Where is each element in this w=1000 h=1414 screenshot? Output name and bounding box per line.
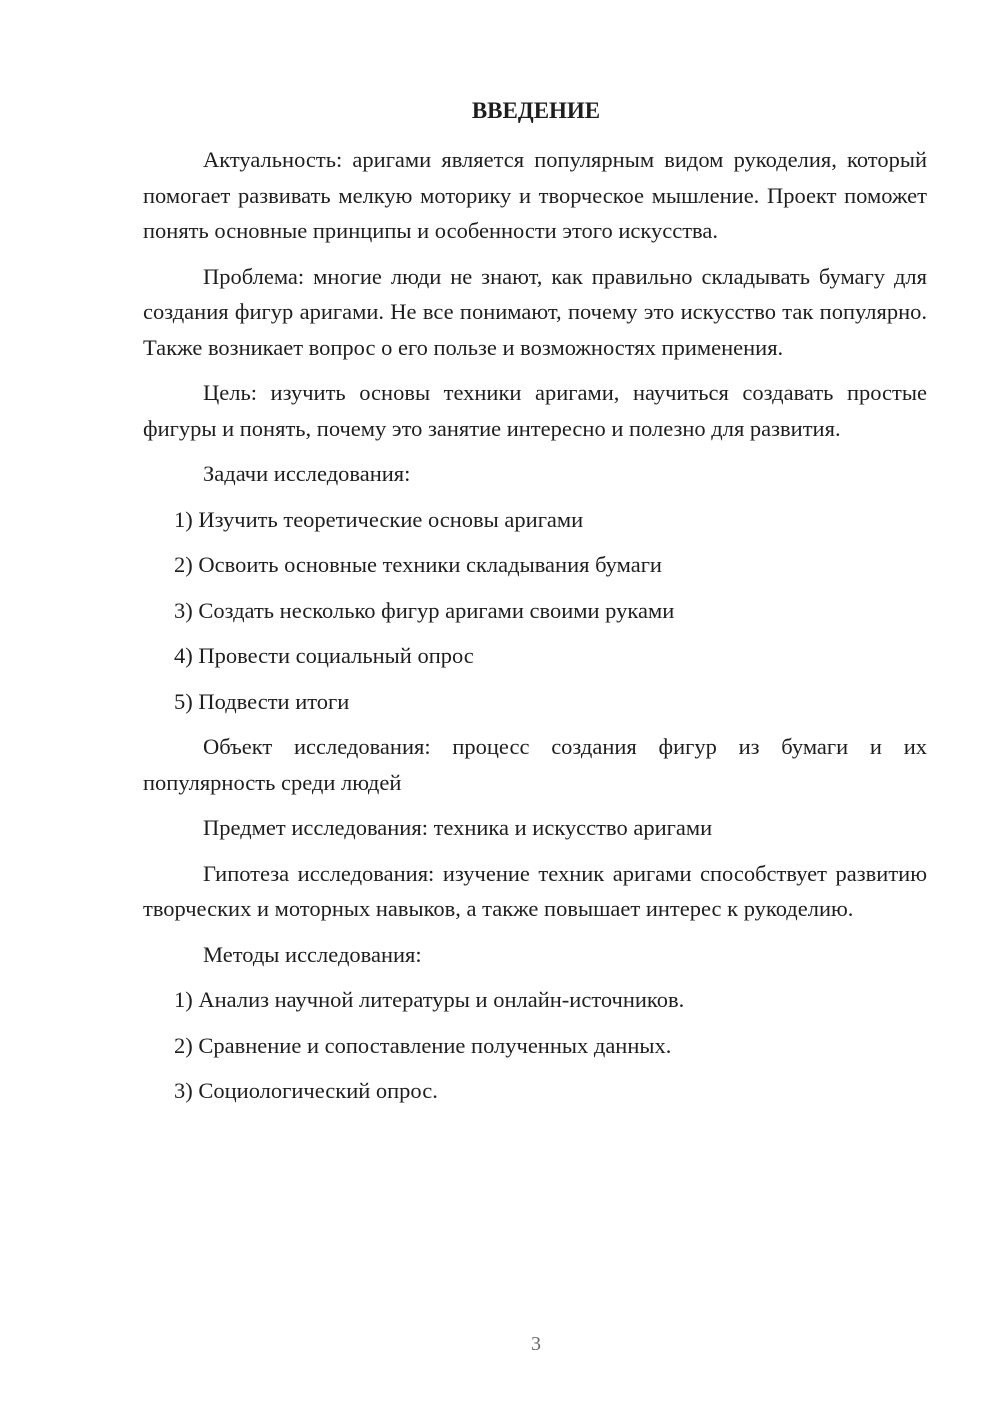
goal-paragraph: Цель: изучить основы техники аригами, научиться создавать простые фигуры и понять, почему это занятие интересно и полезно для развития. bbox=[143, 380, 927, 441]
hypothesis-paragraph: Гипотеза исследования: изучение техник аригами способствует развитию творческих и моторных навыков, а также повышает интерес к рукоделию. bbox=[143, 860, 927, 921]
tasks-label: Задачи исследования: bbox=[203, 461, 411, 486]
methods-label: Методы исследования: bbox=[203, 941, 422, 967]
object-paragraph: Объект исследования: процесс создания фигур из бумаги и их популярность среди людей bbox=[143, 734, 927, 795]
document-body bbox=[143, 142, 927, 1119]
task-item: 4) Провести социальный опрос bbox=[174, 643, 474, 668]
method-item: 2) Сравнение и сопоставление полученных данных. bbox=[174, 1032, 672, 1058]
section-heading: ВВЕДЕНИЕ bbox=[471, 98, 601, 123]
problem-paragraph: Проблема: многие люди не знают, как правильно складывать бумагу для создания фигур аригами. Не все понимают, почему это искусство так популярно. Также возникает вопрос о его пользе и возможностях применения. bbox=[143, 263, 927, 360]
relevance-paragraph: Актуальность: аригами является популярным видом рукоделия, который помогает развивать мелкую моторику и творческое мышление. Проект поможет понять основные принципы и особенности этого искусства. bbox=[143, 147, 927, 243]
task-item: 3) Создать несколько фигур аригами своими руками bbox=[174, 597, 675, 623]
method-item: 3) Социологический опрос. bbox=[174, 1078, 438, 1103]
task-item: 5) Подвести итоги bbox=[174, 688, 350, 714]
task-item: 1) Изучить теоретические основы аригами bbox=[174, 506, 584, 532]
method-item: 1) Анализ научной литературы и онлайн-источников. bbox=[174, 987, 685, 1012]
page-number: 3 bbox=[531, 1333, 541, 1355]
subject-paragraph: Предмет исследования: техника и искусство аригами bbox=[203, 815, 713, 840]
task-item: 2) Освоить основные техники складывания бумаги bbox=[174, 552, 662, 577]
